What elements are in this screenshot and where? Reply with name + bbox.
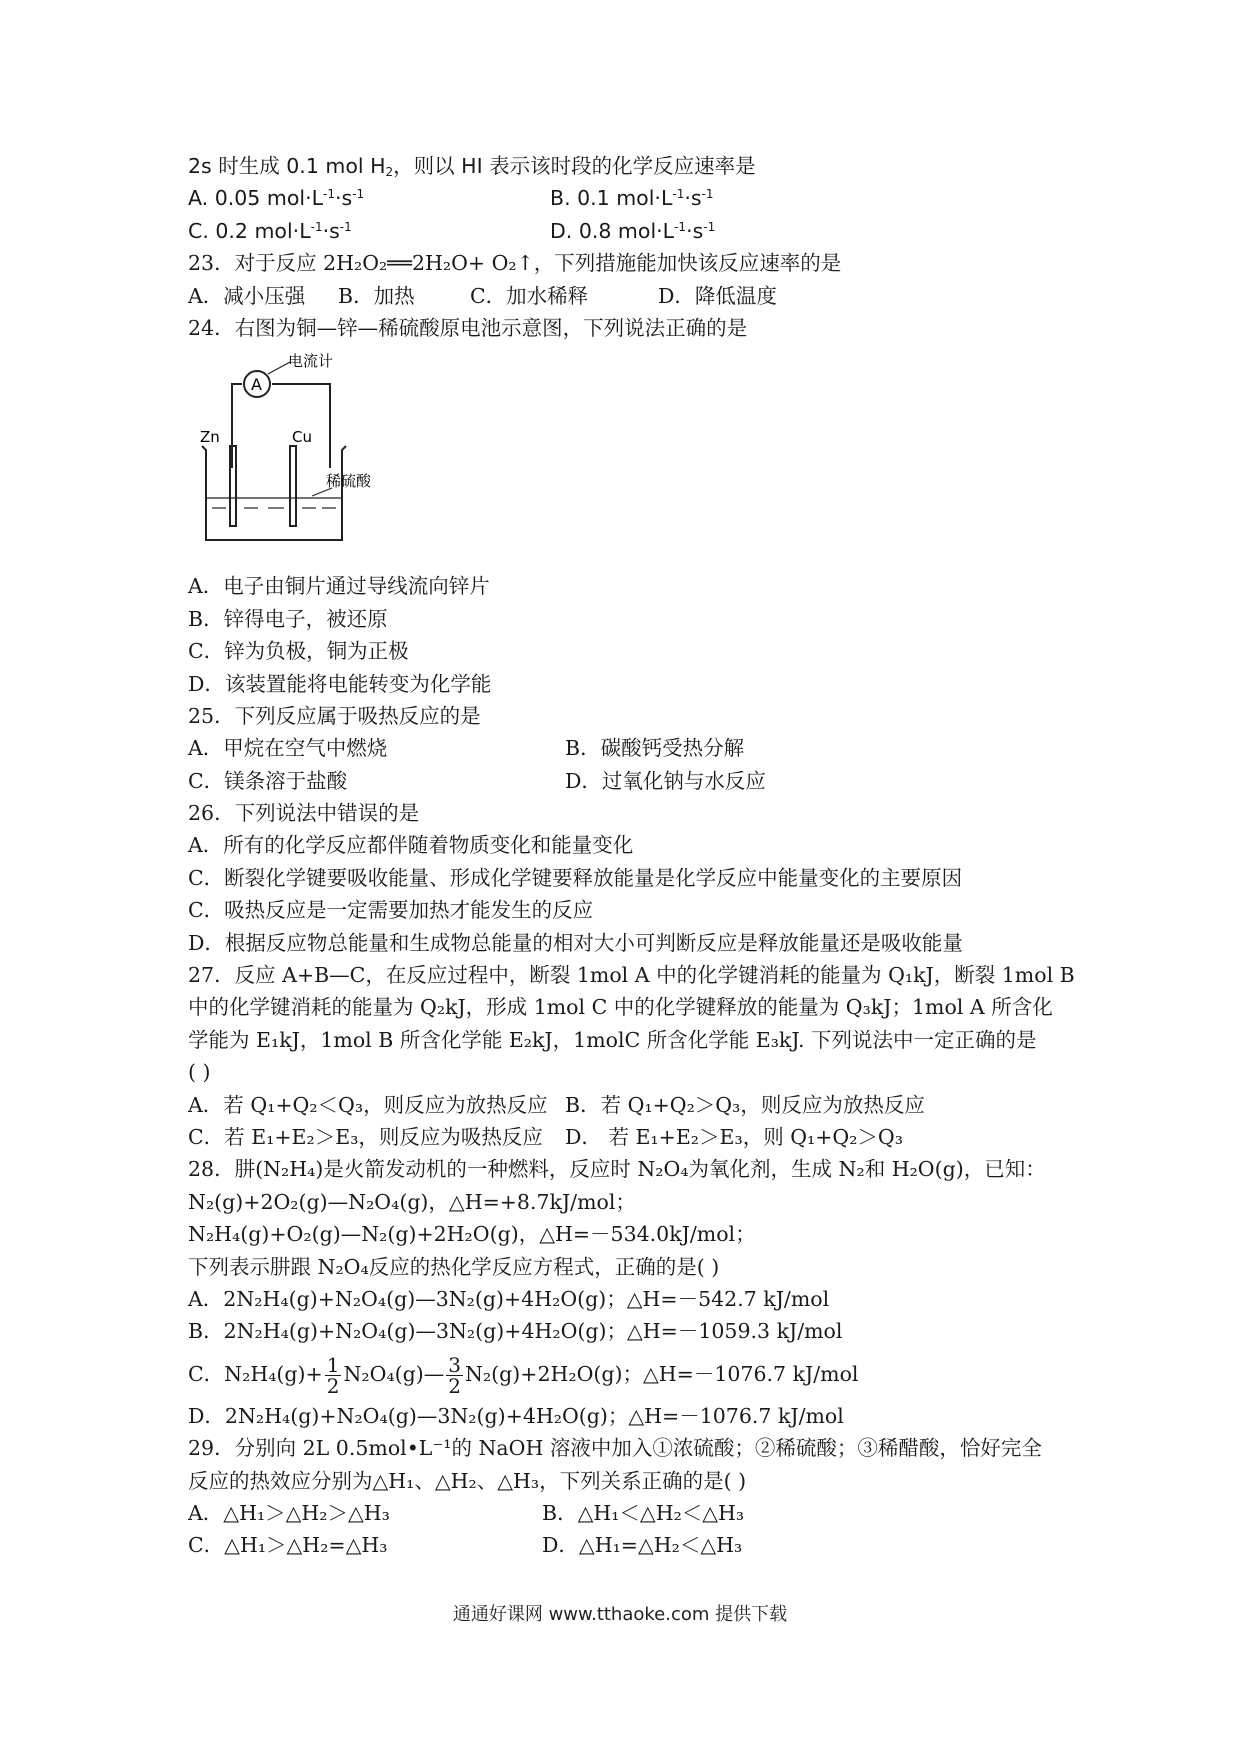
q29-option-d: D．△H₁=△H₂＜△H₃ <box>542 1533 743 1558</box>
fraction-half: $\frac{1}{2}$ <box>326 1352 340 1398</box>
q27-option-d: D． 若 E₁+E₂＞E₃，则 Q₁+Q₂＞Q₃ <box>565 1124 903 1149</box>
q22-option-c: C. 0.2 $mol\cdot L^{-1}\cdot s^{-1}$ <box>188 218 352 243</box>
q28-option-c <box>188 1348 1068 1400</box>
q28-stem-line4: 下列表示肼跟 N₂O₄反应的热化学反应方程式，正确的是( ) <box>188 1254 720 1279</box>
q23-options <box>188 280 1068 312</box>
meter-symbol: A <box>251 375 262 395</box>
q22-option-a: A. 0.05 $mol\cdot L^{-1}\cdot s^{-1}$ <box>188 186 365 211</box>
q27-stem-line3: 学能为 E₁kJ，1mol B 所含化学能 E₂kJ，1molC 所含化学能 E₃kJ. 下列说法中一定正确的是 <box>188 1027 1037 1052</box>
q23-option-c: C．加水稀释 <box>470 283 589 308</box>
meter-label: 电流计 <box>288 352 334 371</box>
q27-option-c: C．若 E₁+E₂＞E₃，则反应为吸热反应 <box>188 1124 543 1149</box>
q25-options-row1 <box>188 732 1068 764</box>
q22-option-d: D. 0.8 $mol\cdot L^{-1}\cdot s^{-1}$ <box>550 218 716 243</box>
q23-option-d: D．降低温度 <box>658 283 777 308</box>
acid-label: 稀硫酸 <box>326 472 372 491</box>
q27-stem-line2: 中的化学键消耗的能量为 Q₂kJ，形成 1mol C 中的化学键释放的能量为 Q₃kJ；1mol A 所含化 <box>188 995 1053 1020</box>
cu-label: Cu <box>292 428 312 447</box>
q28-option-d: D．2N₂H₄(g)+N₂O₄(g)—3N₂(g)+4H₂O(g)；△H=－1076.7 kJ/mol <box>188 1403 844 1428</box>
q29-option-a: A．△H₁＞△H₂＞△H₃ <box>188 1500 390 1525</box>
q27-stem-line4: ( ) <box>188 1060 211 1085</box>
q24-option-c: C．锌为负极，铜为正极 <box>188 639 409 664</box>
zn-label: Zn <box>200 428 220 447</box>
q25-option-a: A．甲烷在空气中燃烧 <box>188 736 388 761</box>
galvanic-cell-figure <box>188 344 1068 570</box>
q28-given-eq2: N₂H₄(g)+O₂(g)—N₂(g)+2H₂O(g)，△H=－534.0kJ/mol； <box>188 1222 756 1247</box>
q26-option-a: A．所有的化学反应都伴随着物质变化和能量变化 <box>188 833 634 858</box>
q28-given-eq1: N₂(g)+2O₂(g)—N₂O₄(g)，△H=+8.7kJ/mol； <box>188 1189 636 1214</box>
exam-content <box>188 150 1075 1562</box>
q29-option-b: B．△H₁＜△H₂＜△H₃ <box>542 1500 745 1525</box>
q24-option-b: B．锌得电子，被还原 <box>188 606 388 631</box>
q28-option-a: A．2N₂H₄(g)+N₂O₄(g)—3N₂(g)+4H₂O(g)；△H=－542.7 kJ/mol <box>188 1286 830 1311</box>
q24-option-a: A．电子由铜片通过导线流向锌片 <box>188 574 490 599</box>
q29-options-row1 <box>188 1497 1068 1529</box>
q26-stem: 26．下列说法中错误的是 <box>188 801 420 826</box>
q28-option-c-pre: C．N₂H₄(g)+ <box>188 1361 323 1386</box>
q25-option-c: C．镁条溶于盐酸 <box>188 768 348 793</box>
q23-option-b: B．加热 <box>338 283 415 308</box>
q28-stem-line1: 28．肼(N₂H₄)是火箭发动机的一种燃料，反应时 N₂O₄为氧化剂，生成 N₂和 H₂O(g)，已知： <box>188 1157 1046 1182</box>
q29-stem-line1: 29．分别向 2L 0.5mol•L⁻¹的 NaOH 溶液中加入①浓硫酸；②稀硫酸；③稀醋酸，恰好完全 <box>188 1436 1042 1461</box>
q29-option-c: C．△H₁＞△H₂=△H₃ <box>188 1533 388 1558</box>
q24-option-d: D．该装置能将电能转变为化学能 <box>188 671 492 696</box>
q27-stem-line1: 27．反应 A+B—C，在反应过程中，断裂 1mol A 中的化学键消耗的能量为 Q₁kJ，断裂 1mol B <box>188 963 1075 988</box>
q28-option-c-post: N₂(g)+2H₂O(g)；△H=－1076.7 kJ/mol <box>465 1361 859 1386</box>
q28-option-c-mid: N₂O₄(g)— <box>343 1361 445 1386</box>
q23-stem: 23．对于反应 2H₂O₂══2H₂O+ O₂↑，下列措施能加快该反应速率的是 <box>188 251 842 276</box>
q28-option-b: B．2N₂H₄(g)+N₂O₄(g)—3N₂(g)+4H₂O(g)；△H=－1059.3 kJ/mol <box>188 1319 843 1344</box>
q22-option-b: B. 0.1 $mol\cdot L^{-1}\cdot s^{-1}$ <box>550 186 714 211</box>
q22-stem-part2: ，则以 HI 表示该时段的化学反应速率是 <box>393 154 756 178</box>
q26-option-c: C．吸热反应是一定需要加热才能发生的反应 <box>188 898 594 923</box>
page-footer: 通通好课网 www.tthaoke.com 提供下载 <box>452 1604 788 1625</box>
q25-option-b: B．碳酸钙受热分解 <box>565 736 745 761</box>
q22-options-row1 <box>188 182 1068 214</box>
q27-option-b: B．若 Q₁+Q₂＞Q₃，则反应为放热反应 <box>565 1092 925 1117</box>
q22-stem: 2s 时生成 0.1 mol $H_2$，则以 HI 表示该时段的化学反应速率是 <box>188 154 756 179</box>
fraction-three-halves: $\frac{3}{2}$ <box>448 1352 462 1398</box>
q25-option-d: D．过氧化钠与水反应 <box>565 768 766 793</box>
q25-stem: 25．下列反应属于吸热反应的是 <box>188 703 481 728</box>
q29-stem-line2: 反应的热效应分别为△H₁、△H₂、△H₃，下列关系正确的是( ) <box>188 1468 747 1493</box>
q27-options-row1 <box>188 1089 1068 1121</box>
q29-options-row2 <box>188 1529 1068 1561</box>
q22-options-row2 <box>188 215 1068 247</box>
q24-stem: 24．右图为铜—锌—稀硫酸原电池示意图，下列说法正确的是 <box>188 315 748 340</box>
q26-option-d: D．根据反应物总能量和生成物总能量的相对大小可判断反应是释放能量还是吸收能量 <box>188 930 963 955</box>
q23-option-a: A．减小压强 <box>188 283 306 308</box>
q27-options-row2 <box>188 1121 1068 1153</box>
q25-options-row2 <box>188 765 1068 797</box>
q27-option-a: A．若 Q₁+Q₂＜Q₃，则反应为放热反应 <box>188 1092 548 1117</box>
galvanic-cell-diagram <box>192 350 402 560</box>
q26-option-b: C．断裂化学键要吸收能量、形成化学键要释放能量是化学反应中能量变化的主要原因 <box>188 865 963 890</box>
q22-stem-part1: 2s 时生成 0.1 mol H <box>188 154 386 178</box>
